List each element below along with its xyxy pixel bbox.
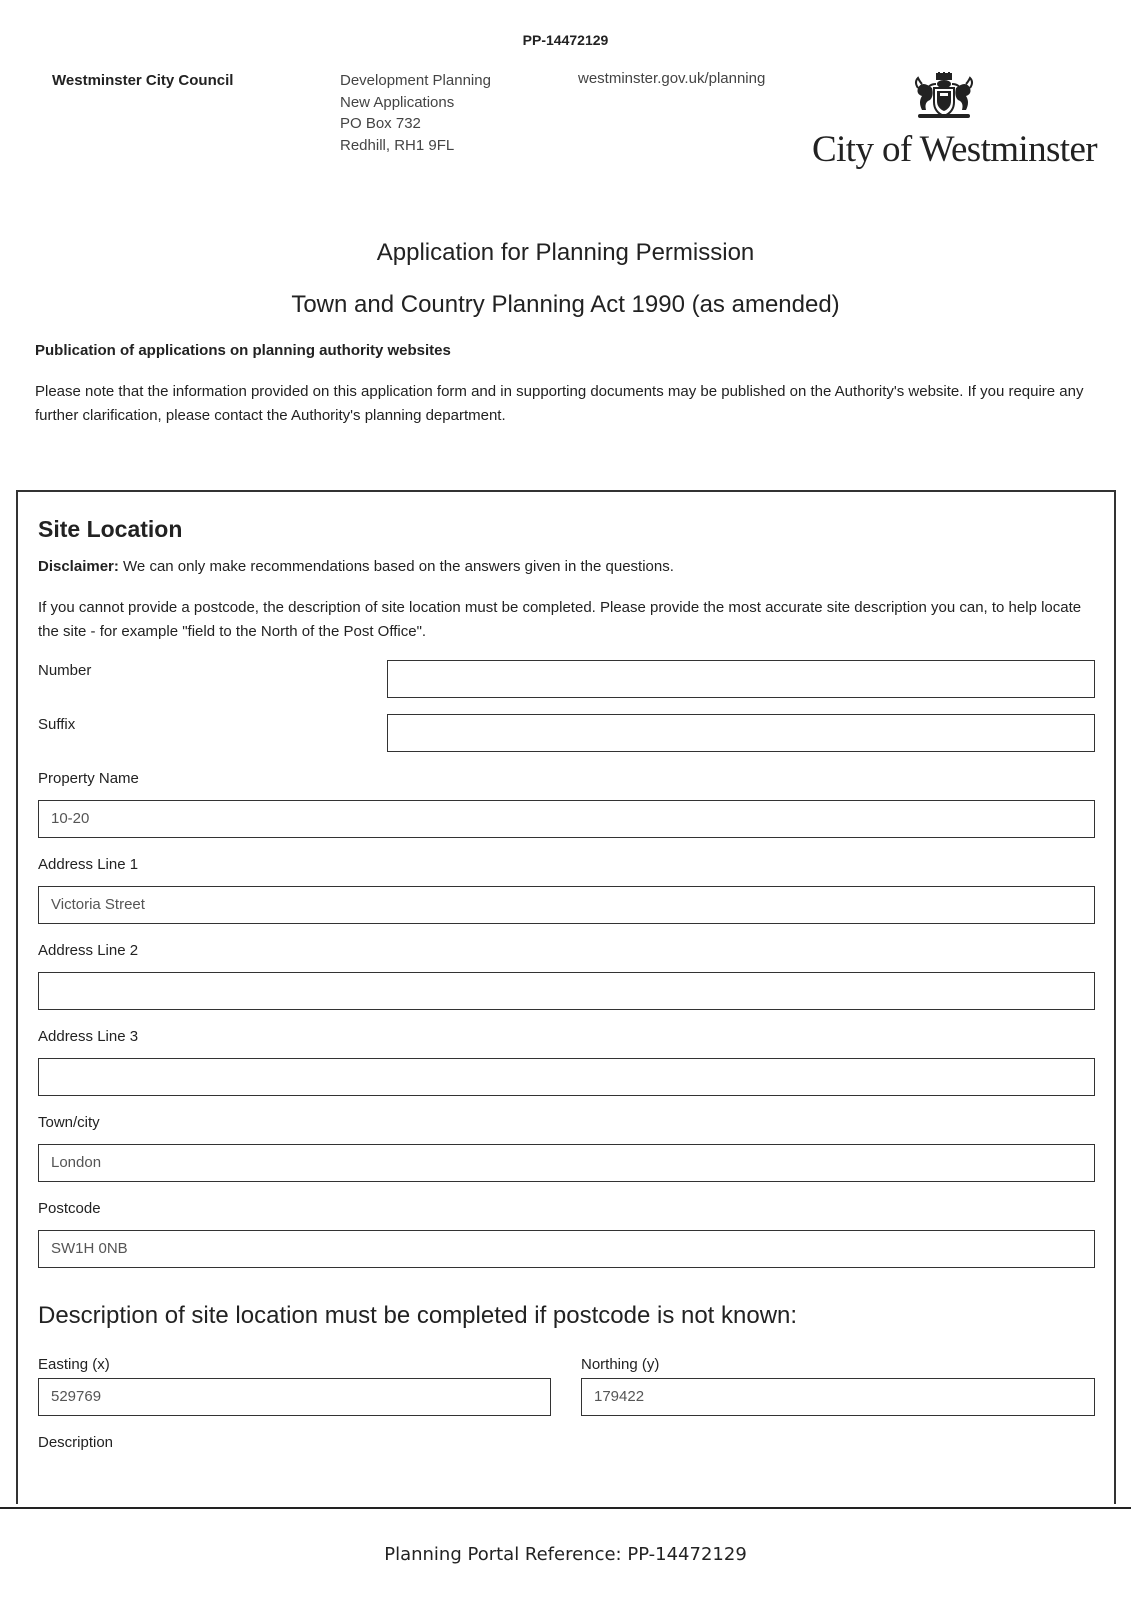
publication-text: Please note that the information provided on this application form and in supporting documents may be published on the Authority's website. If you require any further clarification, please contact the Authority's planning department. bbox=[35, 383, 1084, 424]
address-line-3-input[interactable] bbox=[38, 1058, 1095, 1096]
publication-heading: Publication of applications on planning authority websites bbox=[35, 342, 451, 359]
address-line-3-label: Address Line 3 bbox=[38, 1028, 139, 1045]
postal-address bbox=[340, 70, 491, 156]
footer-divider bbox=[0, 1507, 1131, 1509]
city-of-westminster-logo bbox=[812, 72, 1098, 177]
postcode-label: Postcode bbox=[38, 1200, 101, 1217]
section-title: Site Location bbox=[38, 516, 183, 542]
easting-input[interactable]: 529769 bbox=[38, 1378, 551, 1416]
page-title: Application for Planning Permission bbox=[376, 239, 755, 266]
number-label: Number bbox=[38, 662, 92, 679]
reference-number: PP-14472129 bbox=[522, 32, 609, 48]
website-link[interactable]: westminster.gov.uk/planning bbox=[578, 70, 766, 87]
suffix-label: Suffix bbox=[38, 716, 76, 733]
help-text: If you cannot provide a postcode, the description of site location must be completed. Please provide the most accurate site description you can, to help locate the site - for example "field to the North of the Post Office". bbox=[38, 599, 1082, 640]
town-city-input[interactable]: London bbox=[38, 1144, 1095, 1182]
page-subtitle: Town and Country Planning Act 1990 (as amended) bbox=[291, 291, 840, 318]
town-city-label: Town/city bbox=[38, 1114, 100, 1131]
address-line-2-input[interactable] bbox=[38, 972, 1095, 1010]
site-location-section bbox=[16, 490, 1116, 1504]
easting-label: Easting (x) bbox=[38, 1356, 110, 1373]
description-heading: Description of site location must be completed if postcode is not known: bbox=[38, 1302, 798, 1329]
address-line-1-input[interactable]: Victoria Street bbox=[38, 886, 1095, 924]
address-line: Development Planning bbox=[340, 72, 491, 89]
postcode-input[interactable]: SW1H 0NB bbox=[38, 1230, 1095, 1268]
suffix-input[interactable] bbox=[387, 714, 1095, 752]
footer-reference: Planning Portal Reference: PP-14472129 bbox=[384, 1544, 747, 1565]
disclaimer bbox=[38, 558, 674, 575]
address-line-1-label: Address Line 1 bbox=[38, 856, 139, 873]
disclaimer-label: Disclaimer: bbox=[38, 558, 119, 575]
disclaimer-text: We can only make recommendations based on the answers given in the questions. bbox=[118, 558, 674, 575]
address-line: PO Box 732 bbox=[340, 115, 421, 132]
logo-text: City of Westminster bbox=[812, 129, 1098, 170]
northing-input[interactable]: 179422 bbox=[581, 1378, 1095, 1416]
property-name-label: Property Name bbox=[38, 770, 139, 787]
council-name: Westminster City Council bbox=[52, 72, 234, 89]
property-name-input[interactable]: 10-20 bbox=[38, 800, 1095, 838]
address-line: New Applications bbox=[340, 93, 455, 111]
address-line: Redhill, RH1 9FL bbox=[340, 136, 455, 154]
number-input[interactable] bbox=[387, 660, 1095, 698]
description-label: Description bbox=[38, 1434, 114, 1451]
coat-of-arms-icon bbox=[912, 72, 976, 122]
northing-label: Northing (y) bbox=[581, 1356, 660, 1373]
address-line-2-label: Address Line 2 bbox=[38, 942, 139, 959]
